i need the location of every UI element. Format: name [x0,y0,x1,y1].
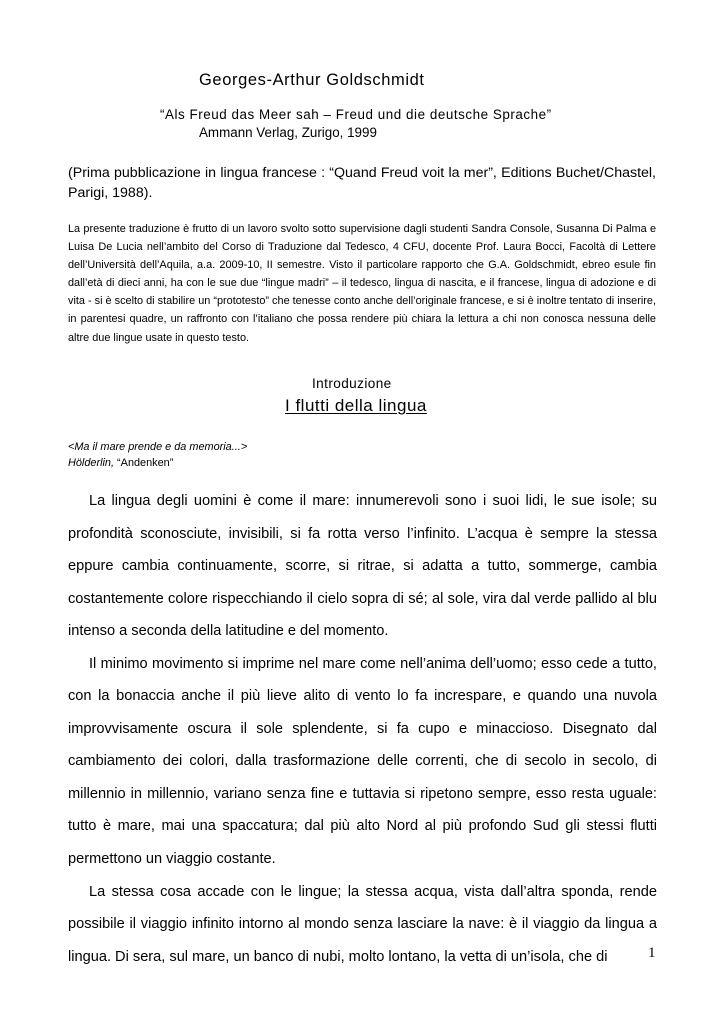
first-publication-note: (Prima pubblicazione in lingua francese : “Quand Freud voit la mer”, Editions Buchet/Chastel, Parigi, 1988). [68,165,656,201]
epigraph-work: “Andenken” [117,457,174,469]
epigraph-author: Hölderlin, [68,457,115,469]
author-name: Georges-Arthur Goldschmidt [199,71,425,89]
paragraph: La lingua degli uomini è come il mare: innumerevoli sono i suoi lidi, le sue isole; su profondità sconosciute, invisibili, si fa rotta verso l’infinito. L’acqua è sempre la stessa eppure cambia continuamente, scorre, si ritrae, si adatta a tutto, sommerge, cambia costantemente colore rispecchiando il cielo sopra di sé; al sole, vira dal verde pallido al blu intenso a seconda della latitudine e del momento. [68,493,657,640]
translation-note: La presente traduzione è frutto di un lavoro svolto sotto supervisione dagli studenti Sandra Console, Susanna Di Palma e Luisa De Lucia nell’ambito del Corso di Traduzione dal Tedesco, 4 CFU, docente Prof. Laura Bocci, Facoltà di Lettere dell’Università dell’Aquila, a.a. 2009-10, II semestre. Visto il particolare rapporto che G.A. Goldschmidt, ebreo esule fin dall’età di dieci anni, ha con le sue due “lingue madri” – il tedesco, lingua di nascita, e il francese, lingua di adozione e di vita - si è scelto di stabilire un “prototesto” che tenesse conto anche dell’originale francese, e si è inoltre tentato di inserire, in parentesi quadre, un raffronto con l’italiano che possa rendere più chiara la lettura a chi non conosca nessuna delle altre due lingue usate in questo testo. [68,223,656,344]
section-label: Introduzione [312,376,392,391]
epigraph-attribution [68,457,173,469]
page-number: 1 [648,945,656,961]
body-text [68,485,657,973]
chapter-title: I flutti della lingua [285,396,427,415]
original-title: “Als Freud das Meer sah – Freud und die deutsche Sprache” [160,107,552,122]
publisher-line: Ammann Verlag, Zurigo, 1999 [199,125,377,140]
epigraph-quote: <Ma il mare prende e da memoria...> [68,441,248,453]
paragraph: La stessa cosa accade con le lingue; la stessa acqua, vista dall’altra sponda, rende possibile il viaggio infinito intorno al mondo senza lasciare la nave: è il viaggio da lingua a lingua. Di sera, sul mare, un banco di nubi, molto lontano, la vetta di un’isola, che di [68,883,657,965]
paragraph: Il minimo movimento si imprime nel mare come nell’anima dell’uomo; esso cede a tutto, con la bonaccia anche il più lieve alito di vento lo fa increspare, e quando una nuvola improvvisamente oscura il sole splendente, si fa cupo e minaccioso. Disegnato dal cambiamento dei colori, dalla trasformazione delle correnti, che di secolo in secolo, di millennio in millennio, variano senza fine e tuttavia si ripetono sempre, esso resta uguale: tutto è mare, mai una spaccatura; dal più alto Nord al più profondo Sud gli stessi flutti permettono un viaggio costante. [68,655,657,868]
